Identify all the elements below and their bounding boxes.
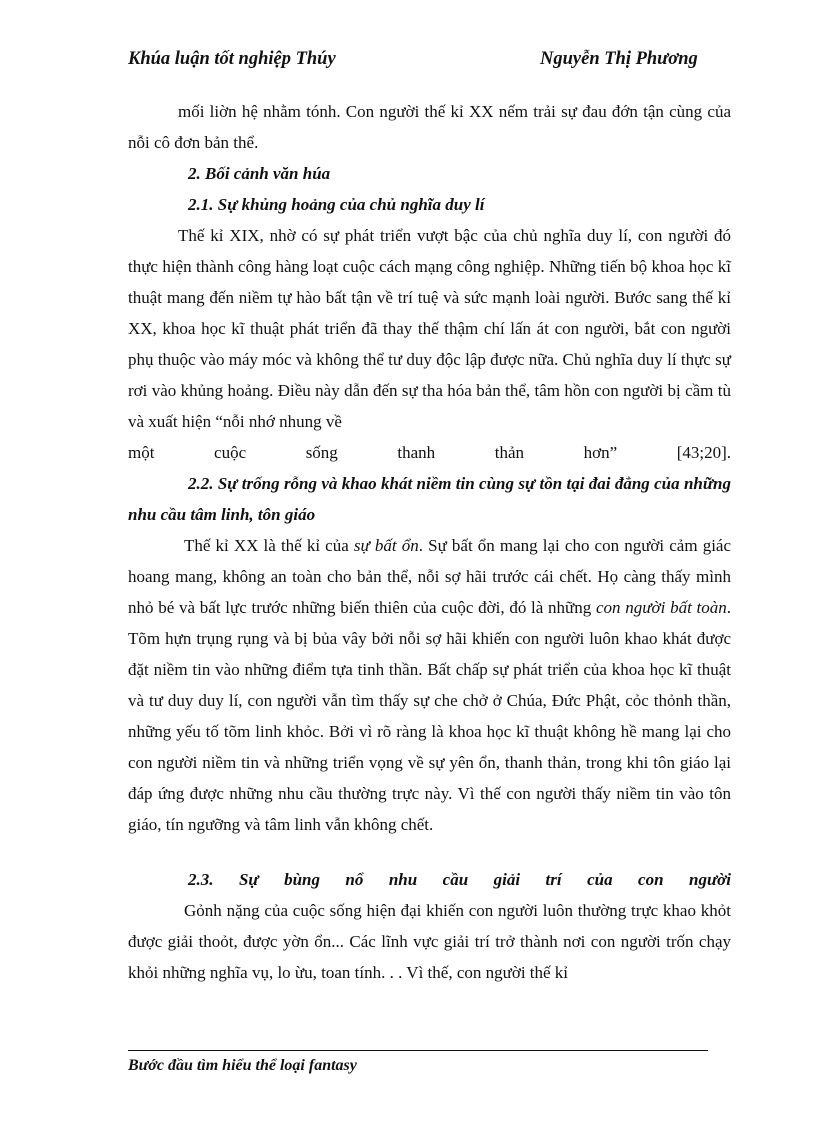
header-author: Nguyễn Thị Phương	[540, 49, 698, 69]
heading-2-1: 2.1. Sự khủng hoảng của chủ nghĩa duy lí	[188, 195, 485, 214]
heading-2-2: 2.2. Sự trống rỗng và khao khát niềm tin cùng sự tồn tại đai đẳng của những nhu cầu tâm linh, tôn giáo	[128, 474, 731, 524]
p2-text-a: Thế kỉ XX là thế kỉ của	[184, 536, 354, 555]
paragraph-2-1: Thế kỉ XIX, nhờ có sự phát triển vượt bậc của chủ nghĩa duy lí, con người đó thực hiện thành công hàng loạt cuộc cách mạng công nghiệp. Những tiến bộ khoa học kĩ thuật mang đến niềm tự hào bất tận về trí tuệ và sức mạnh loài người. Bước sang thế kỉ XX, khoa học kĩ thuật phát triển đã thay thế thậm chí lấn át con người, bắt con người phụ thuộc vào máy móc và không thể tư duy độc lập được nữa. Chủ nghĩa duy lí thực sự rơi vào khủng hoảng. Điều này dẫn đến sự tha hóa bản thể, tâm hồn con người bị cầm tù và xuất hiện “nỗi nhớ nhung về	[128, 226, 731, 431]
footer-divider	[128, 1050, 708, 1051]
p2-text-c: . Tõm hựn trụng rụng và bị bủa vây bởi nỗi sợ hãi khiến con người luôn khao khát được đặt niềm tin vào những điểm tựa tinh thần. Bất chấp sự phát triển của khoa học kĩ thuật và tư duy duy lí, con người vẫn tìm thấy sự che chở ở Chúa, Đức Phật, cỏc thỏnh thần, những yếu tố tõm linh khỏc. Bởi vì rõ ràng là khoa học kĩ thuật không hề mang lại cho con người niềm tin và những triển vọng về sự yên ổn, thanh thản, trong khi tôn giáo lại đáp ứng được những nhu cầu thường trực này. Vì thế con người thấy niềm tin vào tôn giáo, tín ngưỡng và tâm linh vẫn không chết.	[128, 598, 732, 834]
p2-emphasis-1: sự bất ổn	[353, 536, 419, 555]
page-header	[128, 48, 718, 98]
paragraph-2-3: Gỏnh nặng của cuộc sống hiện đại khiến con người luôn thường trực khao khỏt được giải thoỏt, được yờn ổn... Các lĩnh vực giải trí trở thành nơi con người trốn chạy khỏi những nghĩa vụ, lo ừu, toan tính. . . Vì thế, con người thế kỉ	[128, 901, 731, 982]
p2-emphasis-2: con người bất toàn	[596, 598, 727, 617]
p2-text-b: . Sự bất ổn mang lại cho con người cảm giác hoang mang, không an toàn cho bản thể, nỗi sợ hãi trước cái chết. Họ càng thấy mình nhỏ bé và bất lực trước những biến thiên của cuộc đời, đó là những	[128, 536, 732, 617]
header-thesis-title: Khúa luận tốt nghiệp Thúy	[128, 49, 336, 69]
section-gap	[128, 840, 731, 864]
paragraph-continued: mối liờn hệ nhằm tónh. Con người thế kỉ XX nếm trải sự đau đớn tận cùng của nỗi cô đơn bản thể.	[128, 102, 731, 152]
page-body	[128, 96, 731, 988]
heading-2-3: 2.3. Sự bùng nổ nhu cầu giải trí của con người	[188, 870, 731, 889]
paragraph-2-1-last-line: một cuộc sống thanh thản hơn” [43;20].	[128, 443, 731, 462]
heading-2: 2. Bối cảnh văn húa	[188, 164, 331, 183]
page-footer: Bước đầu tìm hiểu thể loại fantasy	[128, 1057, 357, 1074]
paragraph-2-2	[128, 530, 731, 840]
